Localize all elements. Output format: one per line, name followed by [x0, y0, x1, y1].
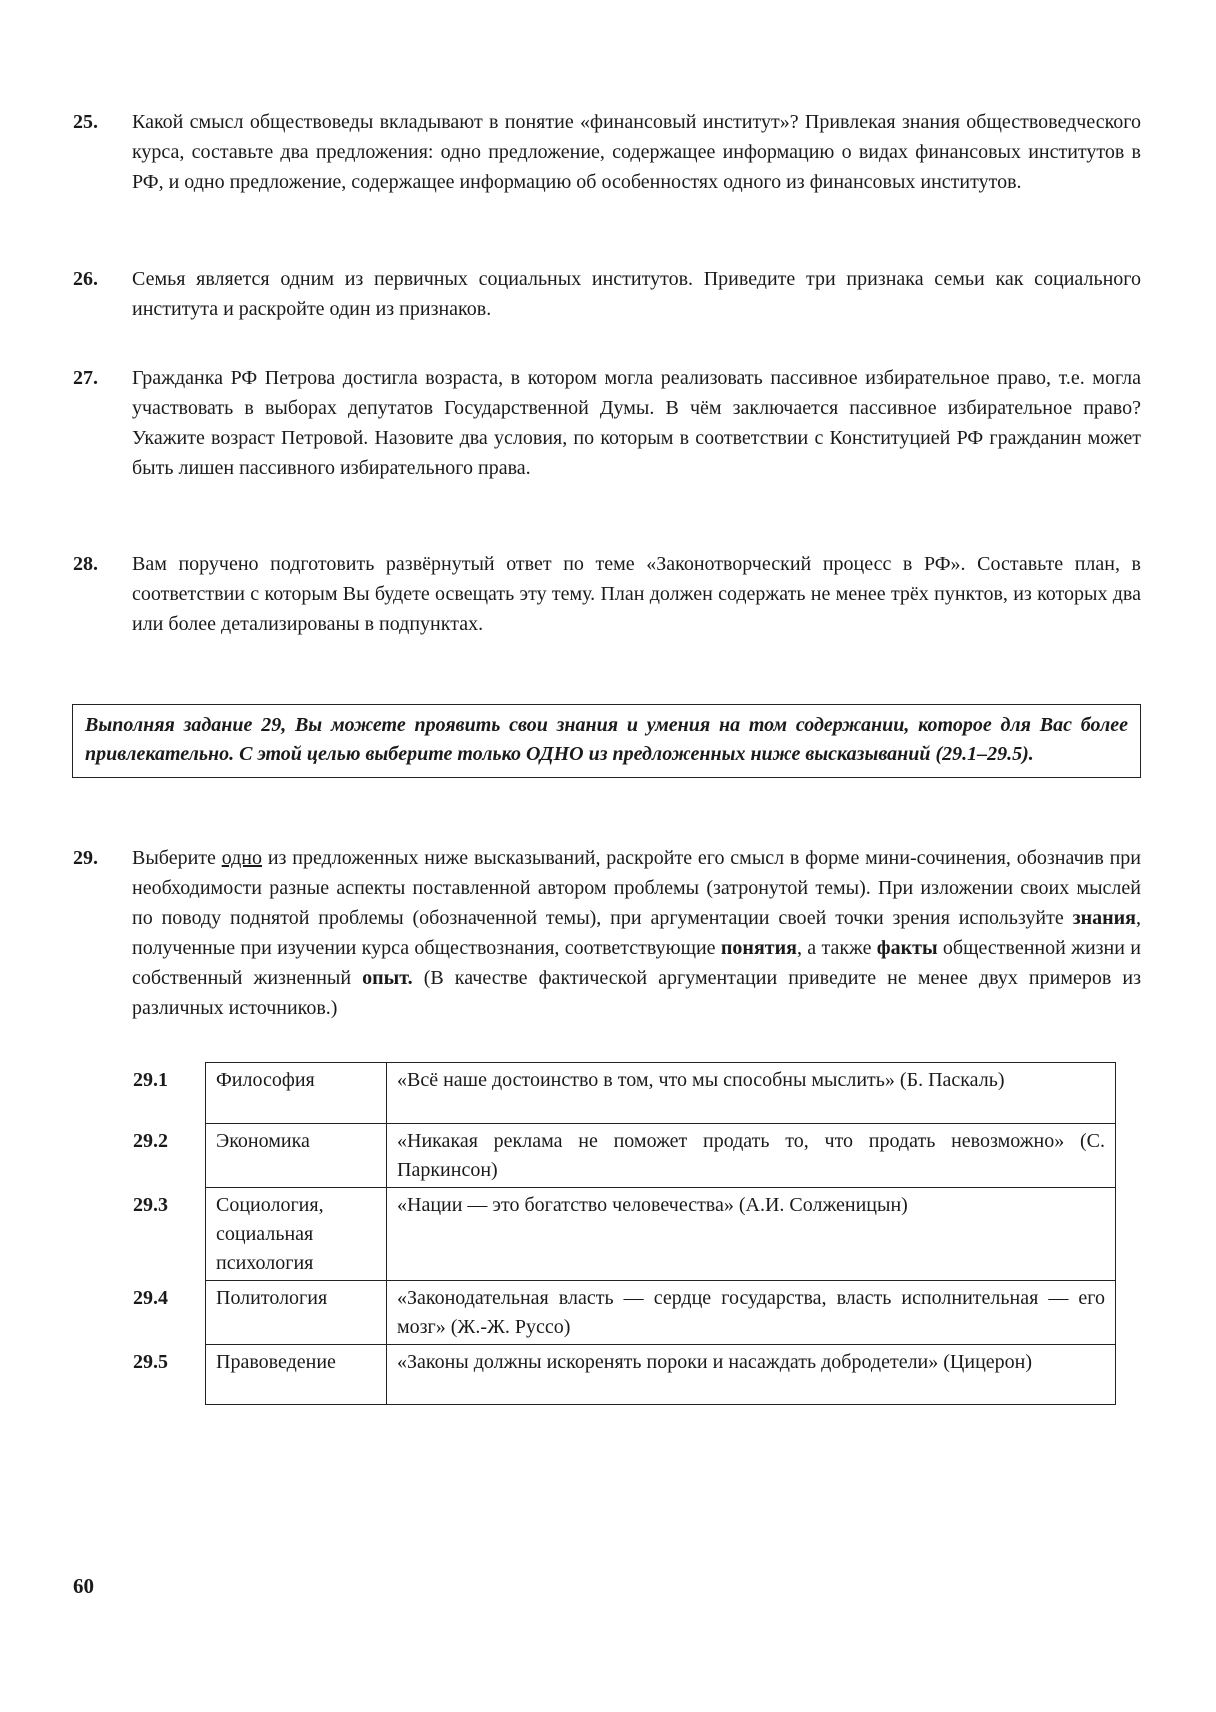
quote-text: «Никакая реклама не поможет продать то, что продать невозможно» (С. Паркинсон) — [387, 1124, 1116, 1188]
task-27 — [73, 363, 1141, 483]
task-text: Гражданка РФ Петрова достигла возраста, в котором могла реализовать пассивное избирательное право, т.е. могла участвовать в выборах депутатов Государственной Думы. В чём заключается пассивное избирательное право? Укажите возраст Петровой. Назовите два условия, по которым в соответствии с Конституцией РФ гражданин может быть лишен пассивного избирательного права. — [132, 367, 1141, 479]
task-number: 26. — [73, 268, 98, 290]
task-text: Какой смысл обществоведы вкладывают в понятие «финансовый институт»? Привлекая знания обществоведческого курса, составьте два предложения: одно предложение, содержащее информацию о видах финансовых институтов в РФ, и одно предложение, содержащее информацию об особенностях одного из финансовых институтов. — [132, 111, 1141, 193]
table-row — [133, 1345, 1116, 1405]
quote-number: 29.5 — [133, 1350, 168, 1373]
task-number: 25. — [73, 111, 98, 133]
keyword-facts: факты — [876, 937, 938, 959]
task-number: 27. — [73, 367, 98, 389]
task-text: Вам поручено подготовить развёрнутый ответ по теме «Законотворческий процесс в РФ». Составьте план, в соответствии с которым Вы будете освещать эту тему. План должен содержать не менее трёх пунктов, из которых два или более детализированы в подпунктах. — [132, 553, 1141, 635]
quote-text: «Нации — это богатство человечества» (А.И. Солженицын) — [387, 1188, 1116, 1281]
quote-subject: Политология — [206, 1281, 387, 1345]
quote-number: 29.3 — [133, 1193, 168, 1216]
task-29 — [73, 843, 1141, 1023]
quote-subject: Правоведение — [206, 1345, 387, 1405]
table-row — [133, 1281, 1116, 1345]
table-row — [133, 1063, 1116, 1124]
quotes-table — [133, 1062, 1116, 1405]
task-text: Семья является одним из первичных социальных институтов. Приведите три признака семьи как социального института и раскройте один из признаков. — [132, 268, 1141, 320]
task-number: 29. — [73, 847, 98, 869]
keyword-concepts: понятия — [720, 937, 797, 959]
page-number: 60 — [73, 1574, 94, 1598]
emphasis-one: одно — [221, 847, 263, 869]
quote-text: «Законы должны искоренять пороки и насаждать добродетели» (Цицерон) — [387, 1345, 1116, 1405]
keyword-knowledge: знания — [1072, 907, 1136, 929]
keyword-experience: опыт. — [362, 967, 413, 989]
quote-text: «Всё наше достоинство в том, что мы способны мыслить» (Б. Паскаль) — [387, 1063, 1116, 1124]
task-26 — [73, 264, 1141, 324]
table-row — [133, 1188, 1116, 1281]
instruction-box: Выполняя задание 29, Вы можете проявить свои знания и умения на том содержании, которое для Вас более привлекательно. С этой целью выберите только ОДНО из предложенных ниже высказываний (29.1–29.5). — [72, 704, 1141, 778]
task-25 — [73, 107, 1141, 197]
task-text: Выберите одно из предложенных ниже высказываний, раскройте его смысл в форме мини-сочинения, обозначив при необходимости разные аспекты поставленной автором проблемы (затронутой темы). При изложении своих мыслей по поводу поднятой проблемы (обозначенной темы), при аргументации своей точки зрения используйте знания, полученные при изучении курса обществознания, соответствующие понятия, а также факты общественной жизни и собственный жизненный опыт. (В качестве фактической аргументации приведите не менее двух примеров из различных источников.) — [132, 847, 1141, 1019]
quote-subject: Социология, социальная психология — [206, 1188, 387, 1281]
quote-subject: Экономика — [206, 1124, 387, 1188]
task-number: 28. — [73, 553, 98, 575]
quote-number: 29.1 — [133, 1068, 168, 1091]
task-28 — [73, 549, 1141, 639]
quote-number: 29.4 — [133, 1286, 168, 1309]
quote-subject: Философия — [206, 1063, 387, 1124]
quote-number: 29.2 — [133, 1129, 168, 1152]
table-row — [133, 1124, 1116, 1188]
quote-text: «Законодательная власть — сердце государства, власть исполнительная — его мозг» (Ж.-Ж. Руссо) — [387, 1281, 1116, 1345]
